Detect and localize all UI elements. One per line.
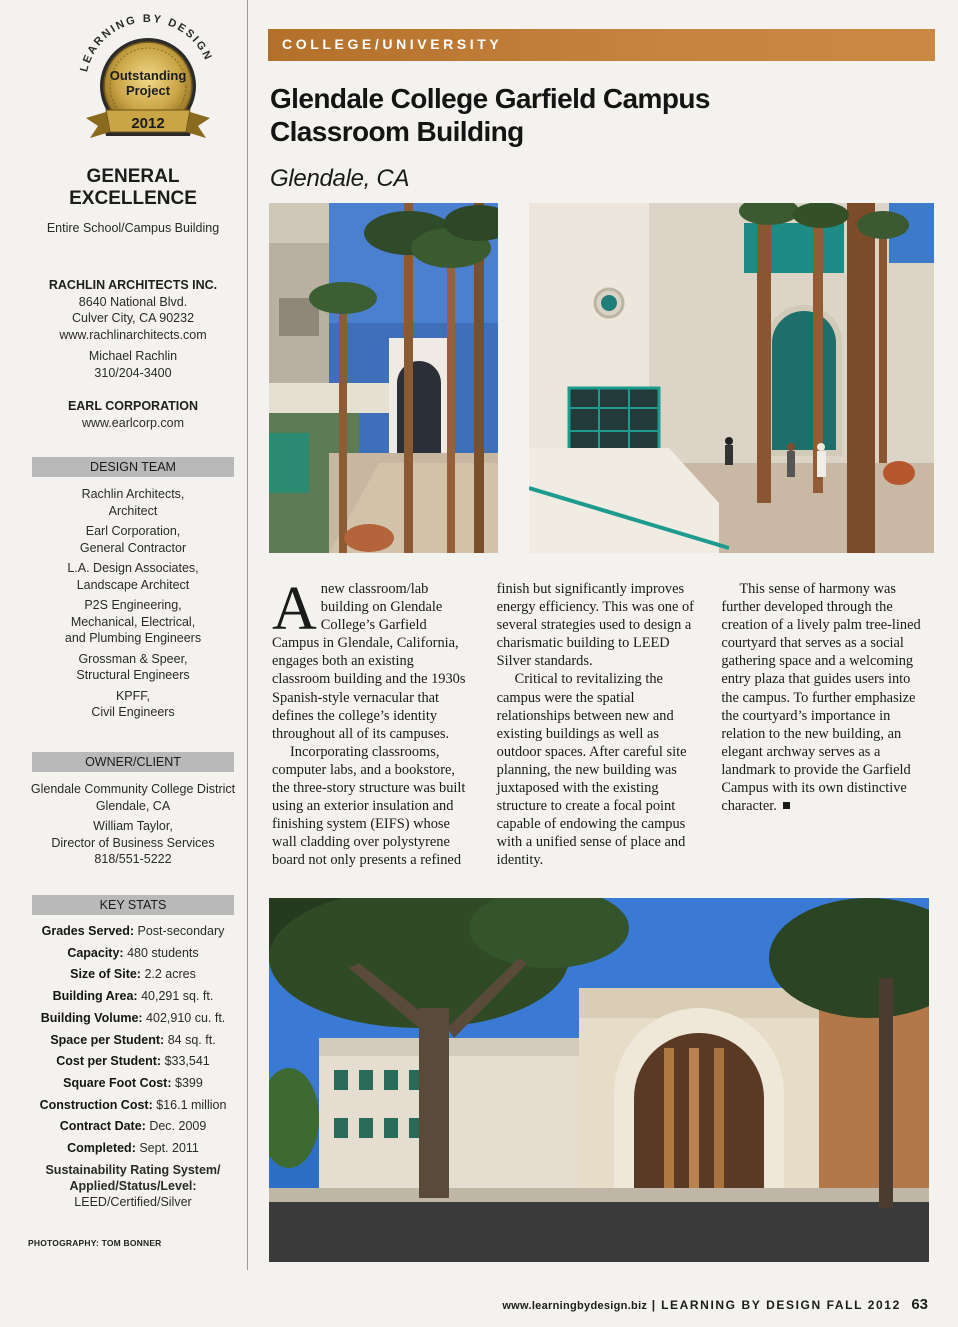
stat-value: 84 sq. ft. [167, 1032, 216, 1047]
design-team-firm: KPFF, [115, 688, 151, 703]
stat-value: Post-secondary [137, 924, 225, 938]
stat-row [20, 986, 246, 1008]
architect-website: www.rachlinarchitects.com [59, 327, 207, 342]
design-team-item [20, 486, 246, 519]
contractor-name: EARL CORPORATION [67, 399, 199, 413]
design-team-heading: DESIGN TEAM [32, 457, 234, 477]
building-facade-photo [529, 203, 934, 553]
sustainability-stat [20, 1162, 246, 1210]
design-team-firm: Earl Corporation, [85, 524, 181, 538]
photo-credit: PHOTOGRAPHY: TOM BONNER [28, 1238, 162, 1248]
contractor-block [20, 398, 246, 431]
article-paragraph: Critical to revitalizing the campus were the spatial relationships between new and existing buildings as well as outdoor spaces. After careful site planning, the new building was juxtaposed with the existing structure to create a focal point capable of endowing the campus with a unified sense of place and identity. [496, 671, 687, 869]
stat-value: $16.1 million [156, 1097, 227, 1112]
page-number: 63 [911, 1296, 928, 1313]
stat-value: Sept. 2011 [139, 1141, 199, 1156]
sustainability-value: LEED/Certified/Silver [74, 1194, 192, 1209]
architect-address2: Culver City, CA 90232 [71, 311, 195, 325]
stat-label: Grades Served: [41, 924, 135, 938]
design-team-firm: Rachlin Architects, [81, 487, 185, 501]
design-team-role: Civil Engineers [91, 705, 175, 719]
design-team-firm: Grossman & Speer, [78, 651, 188, 666]
sustainability-label-cont: Applied/Status/Level: [69, 1178, 197, 1193]
architect-contact: Michael Rachlin [88, 349, 178, 363]
stat-row [20, 943, 246, 965]
archway-entrance-photo [269, 898, 929, 1262]
design-team-role-cont: and Plumbing Engineers [64, 631, 202, 645]
stat-label: Construction Cost: [39, 1097, 153, 1112]
stat-row [20, 1116, 246, 1138]
stat-row [20, 921, 246, 943]
article-title [270, 82, 870, 148]
badge-line1: Outstanding [109, 68, 187, 83]
design-team-item [20, 523, 246, 556]
page-footer [502, 1296, 928, 1314]
badge-line2: Project [125, 83, 171, 98]
article-location: Glendale, CA [270, 165, 410, 192]
stat-label: Completed: [67, 1141, 136, 1156]
stat-label: Square Foot Cost: [63, 1075, 172, 1090]
end-mark-icon [783, 802, 790, 809]
badge-arc-text: LEARNING BY DESIGN [78, 12, 215, 74]
article-title-line1: Glendale College Garfield Campus [270, 83, 710, 114]
footer-url: www.learningbydesign.biz [502, 1300, 648, 1312]
paragraph-text: new classroom/lab building on Glendale College’s Garfield Campus in Glendale, California, engages both an existing classroom building and the 1930s Spanish-style vernacular that defines the college’s identity throughout all of its campuses. [272, 581, 466, 742]
architect-address1: 8640 National Blvd. [78, 294, 188, 309]
stat-row [20, 1051, 246, 1073]
award-badge-seal [68, 6, 228, 158]
owner-heading: OWNER/CLIENT [32, 752, 234, 772]
architect-name: RACHLIN ARCHITECTS INC. [48, 278, 218, 292]
owner-block [20, 781, 246, 868]
key-stats-list [20, 921, 246, 1210]
courtyard-photo [269, 203, 498, 553]
stat-label: Size of Site: [70, 967, 141, 982]
design-team-role: General Contractor [79, 540, 187, 555]
contractor-website: www.earlcorp.com [81, 415, 185, 430]
owner-phone: 818/551-5222 [94, 852, 172, 866]
stat-value: $33,541 [164, 1054, 210, 1069]
article-paragraph: Incorporating classrooms, computer labs, and a bookstore, the three-story structure was built using an exterior insulation and finishing system (EIFS) whose wall cladding over polystyrene board not only presents a refined finish but significantly improves energy efficiency. This was one of several strategies used to design a charismatic building to LEED Silver standards. [272, 581, 694, 869]
owner-contact: William Taylor, [93, 819, 173, 833]
award-title-line1: GENERAL [86, 166, 180, 187]
footer-magazine: LEARNING BY DESIGN FALL 2012 [661, 1298, 901, 1312]
stat-row [20, 1138, 246, 1160]
stat-value: 40,291 sq. ft. [141, 989, 214, 1004]
design-team-item [20, 597, 246, 647]
design-team-role: Structural Engineers [76, 668, 190, 682]
design-team-list [20, 486, 246, 721]
design-team-item [20, 688, 246, 721]
stat-row [20, 1095, 246, 1117]
owner-org: Glendale Community College District [30, 782, 236, 796]
award-category: Entire School/Campus Building [46, 221, 220, 235]
paragraph-text: This sense of harmony was further developed through the creation of a lively palm tree-lined courtyard that serves as a social gathering space and a welcoming entry plaza that guides users into the campus. To further emphasize the courtyard’s importance in relation to the new building, an elegant archway serves as a landmark to provide the Garfield Campus with its own distinctive character. [721, 581, 921, 815]
stat-row [20, 964, 246, 986]
award-title [20, 166, 246, 210]
drop-cap: A [272, 575, 317, 643]
owner-title: Director of Business Services [51, 835, 215, 850]
design-team-role: Mechanical, Electrical, [70, 614, 196, 629]
design-team-item [20, 651, 246, 684]
sustainability-label: Sustainability Rating System/ [45, 1162, 221, 1177]
stat-label: Capacity: [67, 945, 124, 960]
footer-separator: | [651, 1298, 657, 1312]
stat-label: Contract Date: [59, 1119, 146, 1134]
stat-row [20, 1030, 246, 1052]
article-title-line2: Classroom Building [270, 116, 524, 147]
stat-value: 480 students [127, 945, 199, 960]
category-banner [268, 29, 935, 61]
badge-year: 2012 [131, 115, 165, 132]
award-title-line2: EXCELLENCE [69, 188, 197, 209]
stat-label: Building Volume: [40, 1010, 143, 1025]
stat-row [20, 1073, 246, 1095]
architect-block [20, 277, 246, 381]
stat-row [20, 1008, 246, 1030]
stat-label: Cost per Student: [56, 1054, 162, 1069]
category-label: COLLEGE/UNIVERSITY [282, 36, 503, 52]
project-sidebar [20, 0, 248, 1270]
stat-value: 402,910 cu. ft. [146, 1010, 226, 1025]
architect-phone: 310/204-3400 [94, 365, 172, 380]
article-body [272, 575, 922, 874]
owner-city: Glendale, CA [95, 798, 171, 813]
design-team-role: Landscape Architect [76, 577, 190, 592]
article-paragraph [272, 575, 473, 743]
stat-label: Building Area: [52, 989, 138, 1004]
key-stats-heading: KEY STATS [32, 895, 234, 915]
stat-label: Space per Student: [50, 1032, 165, 1047]
design-team-firm: P2S Engineering, [84, 598, 182, 612]
stat-value: $399 [175, 1075, 203, 1090]
article-paragraph [721, 580, 922, 815]
design-team-item [20, 560, 246, 593]
stat-value: Dec. 2009 [149, 1119, 207, 1134]
stat-value: 2.2 acres [144, 967, 196, 982]
design-team-firm: L.A. Design Associates, [67, 561, 199, 575]
design-team-role: Architect [108, 503, 158, 518]
